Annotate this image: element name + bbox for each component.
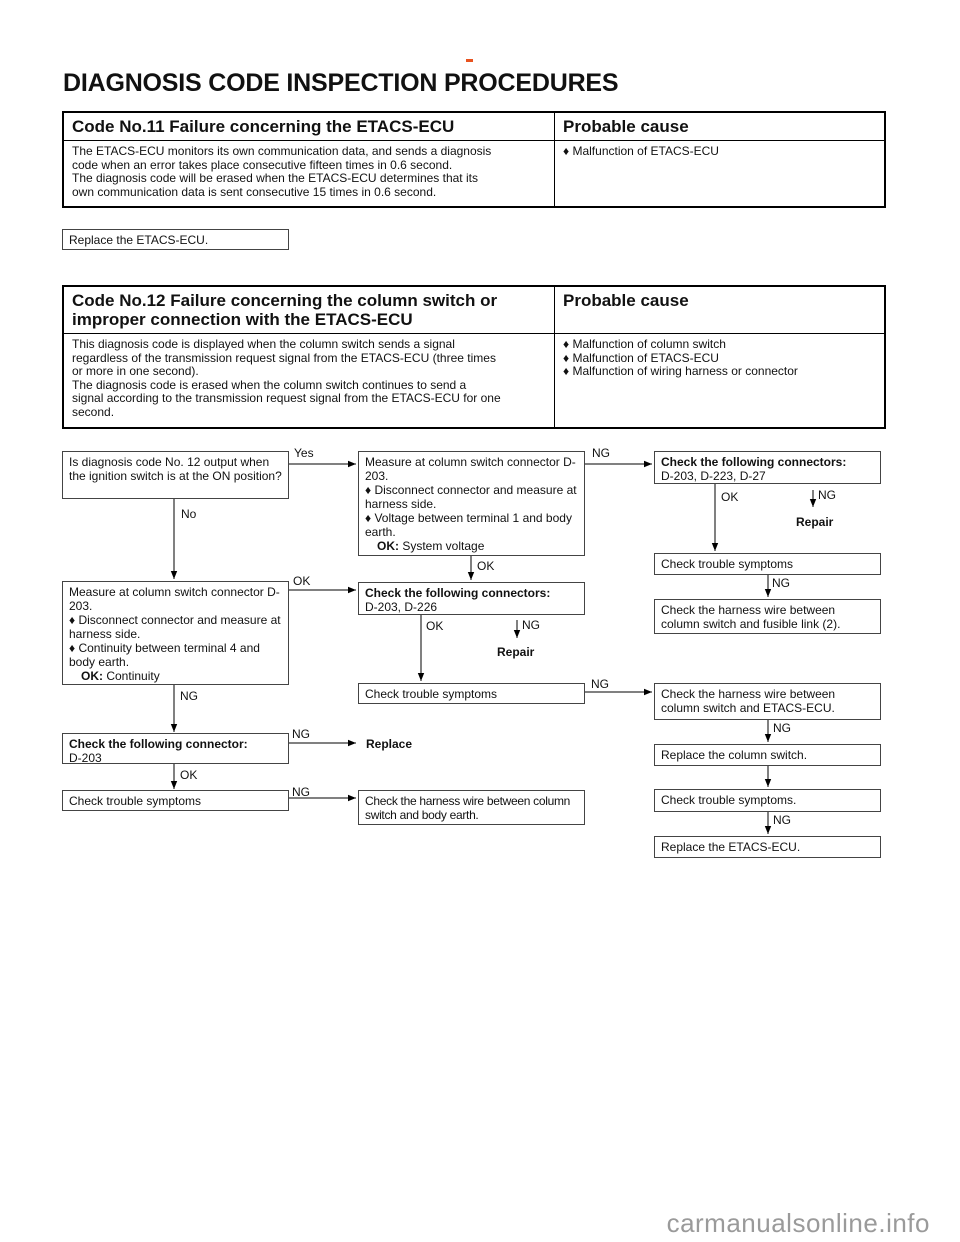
label-repair: Repair [796,515,834,529]
page-title: DIAGNOSIS CODE INSPECTION PROCEDURES [63,69,619,97]
step-trouble-2: Check trouble symptoms [358,683,585,704]
code12-cause-header: Probable cause [555,286,886,334]
step-harness-etacs: Check the harness wire between column switch and ETACS-ECU. [654,683,881,720]
label-ng: NG [773,721,791,735]
label-ng: NG [292,785,310,799]
step-diagnosis-question: Is diagnosis code No. 12 output when the ignition switch is at the ON position? [62,451,289,499]
step-harness-body-earth: Check the harness wire between column switch and body earth. [358,790,585,825]
code11-action: Replace the ETACS-ECU. [62,229,289,250]
label-ng: NG [180,689,198,703]
code12-description: This diagnosis code is displayed when the column switch sends a signal regardless of the transmission request signal from the ETACS-ECU (three times or more in one second). The diagnosis code is erased when the column switch continues to send a signal according to the transmission request signal from the ETACS-ECU for one second. [63,334,555,428]
code11-description: The ETACS-ECU monitors its own communication data, and sends a diagnosis code when an error takes place consecutive fifteen times in 0.6 second. The diagnosis code will be erased when the ETACS-ECU determines that its own communication data is sent consecutive 15 times in 0.6 second. [63,141,555,207]
label-ng: NG [592,446,610,460]
step-check-connectors-2: Check the following connectors: D-203, D-226 [358,582,585,615]
label-ng: NG [591,677,609,691]
step-replace-column-switch: Replace the column switch. [654,744,881,766]
code12-header: Code No.12 Failure concerning the column switch or improper connection with the ETACS-ECU [63,286,555,334]
label-yes: Yes [294,446,314,460]
label-repair: Repair [497,645,535,659]
step-measure-continuity: Measure at column switch connector D-203. ♦ Disconnect connector and measure at harness side. ♦ Continuity between terminal 4 and body earth. OK: Continuity [62,581,289,685]
label-ng: NG [292,727,310,741]
code11-cause-header: Probable cause [555,112,886,141]
label-ng: NG [818,488,836,502]
step-trouble-4: Check trouble symptoms. [654,789,881,812]
code11-header: Code No.11 Failure concerning the ETACS-ECU [63,112,555,141]
bullet-item: ♦ Malfunction of column switch [563,337,726,351]
step-check-connectors-1: Check the following connectors: D-203, D-223, D-27 [654,451,881,484]
label-ng: NG [773,813,791,827]
watermark: carmanualsonline.info [666,1208,930,1238]
label-ng: NG [522,618,540,632]
label-ok: OK [426,619,444,633]
label-ng: NG [772,576,790,590]
bullet-item: ♦ Malfunction of ETACS-ECU [563,144,719,158]
bullet-item: ♦ Malfunction of ETACS-ECU [563,350,719,365]
step-measure-voltage: Measure at column switch connector D-203. ♦ Disconnect connector and measure at harness side. ♦ Voltage between terminal 1 and body earth. OK: System voltage [358,451,585,556]
step-trouble-1: Check trouble symptoms [654,553,881,575]
label-ok: OK [180,768,198,782]
step-harness-fusible-link: Check the harness wire between column switch and fusible link (2). [654,599,881,634]
label-ok: OK [477,559,495,573]
label-no: No [181,507,197,521]
step-check-connector-3: Check the following connector: D-203 [62,733,289,764]
bullet-item: ♦ Voltage between terminal 1 and body earth. [365,511,572,539]
label-ok: OK [721,490,739,504]
step-trouble-3: Check trouble symptoms [62,790,289,811]
bullet-item: ♦ Malfunction of wiring harness or connector [563,364,798,378]
label-replace: Replace [366,737,413,751]
bullet-item: ♦ Disconnect connector and measure at harness side. [365,483,577,511]
step-replace-etacs-ecu: Replace the ETACS-ECU. [654,836,881,858]
bullet-item: ♦ Disconnect connector and measure at harness side. [69,613,281,641]
bullet-item: ♦ Continuity between terminal 4 and body earth. [69,641,260,669]
label-ok: OK [293,574,311,588]
